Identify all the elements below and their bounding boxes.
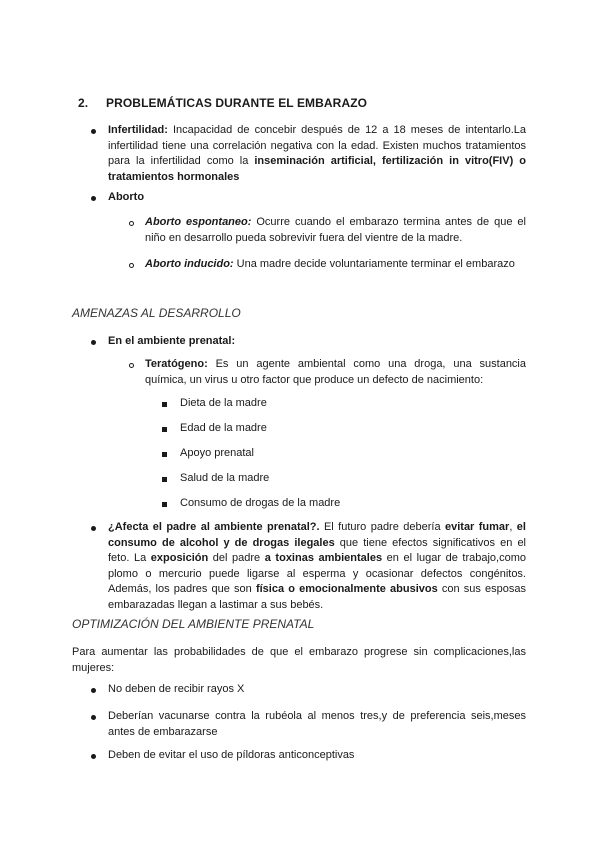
square-bullet-icon (162, 427, 167, 432)
bullet-icon (91, 526, 96, 531)
factor-item: Dieta de la madre (180, 397, 267, 409)
amenazas-title: AMENAZAS AL DESARROLLO (72, 306, 241, 320)
optimizacion-item: Deben de evitar el uso de píldoras anticonceptivas (108, 749, 355, 761)
infertilidad-paragraph: Infertilidad: Incapacidad de concebir después de 12 a 18 meses de intentarlo.La infertilidad tiene una correlación negativa con la edad. Existen muchos tratamientos para la infertilidad como la inseminación artificial, fertilización in vitro(FIV) o tratamientos hormonales (108, 124, 526, 183)
optimizacion-title: OPTIMIZACIÓN DEL AMBIENTE PRENATAL (72, 617, 315, 631)
factor-item: Consumo de drogas de la madre (180, 497, 341, 509)
section-number: 2. (78, 96, 89, 110)
bullet-icon (91, 340, 96, 345)
infertilidad-term: Infertilidad: (108, 124, 168, 136)
factor-item: Apoyo prenatal (180, 447, 254, 459)
prenatal-label: En el ambiente prenatal: (108, 335, 236, 347)
aborto-label: Aborto (108, 191, 145, 203)
aborto-espontaneo-term: Aborto espontaneo: (145, 216, 252, 228)
teratogeno-paragraph: Teratógeno: Es un agente ambiental como una droga, una sustancia química, un virus u otro factor que produce un defecto de nacimiento: (145, 358, 526, 386)
bullet-icon (91, 688, 96, 693)
optimizacion-item: No deben de recibir rayos X (108, 683, 245, 695)
square-bullet-icon (162, 502, 167, 507)
optimizacion-intro: Para aumentar las probabilidades de que el embarazo progrese sin complicaciones,las mujeres: (72, 646, 526, 674)
factor-item: Salud de la madre (180, 472, 270, 484)
square-bullet-icon (162, 402, 167, 407)
aborto-inducido-paragraph: Aborto inducido: Una madre decide voluntariamente terminar el embarazo (145, 258, 515, 270)
bullet-icon (91, 129, 96, 134)
sub-bullet-icon (129, 263, 134, 268)
section-title: PROBLEMÁTICAS DURANTE EL EMBARAZO (106, 96, 368, 110)
padre-question: ¿Afecta el padre al ambiente prenatal?. (108, 521, 320, 533)
sub-bullet-icon (129, 363, 134, 368)
optimizacion-item: Deberían vacunarse contra la rubéola al menos tres,y de preferencia seis,meses antes de embarazarse (108, 710, 526, 738)
padre-paragraph: ¿Afecta el padre al ambiente prenatal?. El futuro padre debería evitar fumar, el consumo de alcohol y de drogas ilegales que tiene efectos significativos en el feto. La exposición del padre a toxinas ambientales en el lugar de trabajo,como plomo o mercurio puede ligarse al esperma y ocasionar defectos congénitos. Además, los padres que son física o emocionalmente abusivos con sus esposas embarazadas llegan a lastimar a sus bebés. (108, 521, 526, 611)
teratogeno-term: Teratógeno: (145, 358, 208, 370)
aborto-espontaneo-paragraph: Aborto espontaneo: Ocurre cuando el embarazo termina antes de que el niño en desarrollo pueda sobrevivir fuera del vientre de la madre. (145, 216, 526, 244)
bullet-icon (91, 754, 96, 759)
section-heading (78, 96, 367, 112)
sub-bullet-icon (129, 221, 134, 226)
aborto-inducido-term: Aborto inducido: (145, 258, 234, 270)
square-bullet-icon (162, 452, 167, 457)
bullet-icon (91, 715, 96, 720)
bullet-icon (91, 196, 96, 201)
square-bullet-icon (162, 477, 167, 482)
factor-item: Edad de la madre (180, 422, 267, 434)
